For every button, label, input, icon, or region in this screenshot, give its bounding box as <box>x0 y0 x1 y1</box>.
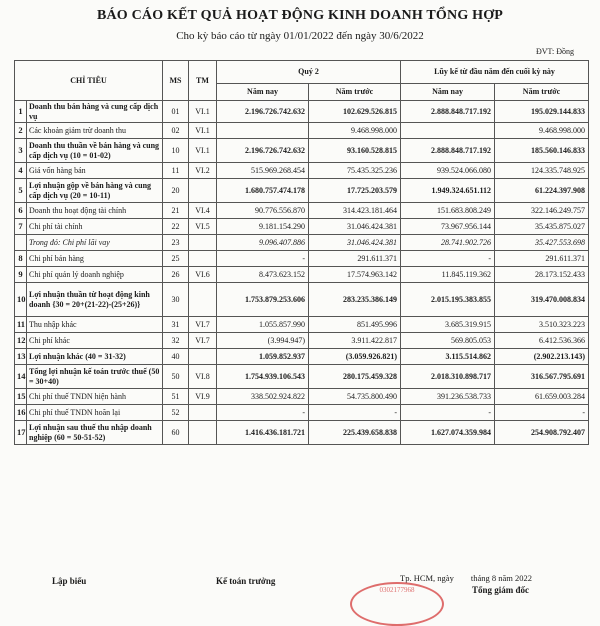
table-row <box>15 349 589 365</box>
row-ms-code: 32 <box>163 333 189 349</box>
row-ytd-current: 2.888.848.717.192 <box>401 139 495 163</box>
row-note-ref: VI.1 <box>189 123 217 139</box>
prepared-by-label: Lập biểu <box>52 576 87 586</box>
row-ms-code: 25 <box>163 251 189 267</box>
row-ytd-previous: 35.435.875.027 <box>495 219 589 235</box>
row-quarter-current: 1.754.939.106.543 <box>217 365 309 389</box>
row-note-ref <box>189 283 217 317</box>
row-ytd-previous: 61.224.397.908 <box>495 179 589 203</box>
row-quarter-current: 9.096.407.886 <box>217 235 309 251</box>
row-quarter-previous: 9.468.998.000 <box>309 123 401 139</box>
row-ms-code: 01 <box>163 101 189 123</box>
row-ytd-previous: - <box>495 405 589 421</box>
row-quarter-previous: 54.735.800.490 <box>309 389 401 405</box>
row-ytd-current: 2.018.310.898.717 <box>401 365 495 389</box>
row-number: 15 <box>15 389 27 405</box>
row-quarter-current: 1.055.857.990 <box>217 317 309 333</box>
row-label: Thu nhập khác <box>27 317 163 333</box>
report-period: Cho kỳ báo cáo từ ngày 01/01/2022 đến ngày 30/6/2022 <box>176 30 424 42</box>
table-row <box>15 219 589 235</box>
row-ytd-previous: 6.412.536.366 <box>495 333 589 349</box>
row-quarter-previous: 280.175.459.328 <box>309 365 401 389</box>
row-quarter-previous: 93.160.528.815 <box>309 139 401 163</box>
row-label: Chi phí bán hàng <box>27 251 163 267</box>
row-ytd-current: 391.236.538.733 <box>401 389 495 405</box>
row-ytd-previous: 322.146.249.757 <box>495 203 589 219</box>
row-number: 13 <box>15 349 27 365</box>
row-number: 17 <box>15 421 27 445</box>
row-label: Chi phí khác <box>27 333 163 349</box>
row-number: 8 <box>15 251 27 267</box>
table-row <box>15 163 589 179</box>
row-quarter-current: 1.416.436.181.721 <box>217 421 309 445</box>
row-note-ref: VI.8 <box>189 365 217 389</box>
row-number: 11 <box>15 317 27 333</box>
row-quarter-current: 1.753.879.253.606 <box>217 283 309 317</box>
row-number: 5 <box>15 179 27 203</box>
row-quarter-previous: 17.574.963.142 <box>309 267 401 283</box>
row-quarter-previous: 314.423.181.464 <box>309 203 401 219</box>
row-quarter-previous: 17.725.203.579 <box>309 179 401 203</box>
currency-unit: ĐVT: Đồng <box>535 47 574 56</box>
income-statement-table <box>14 60 589 445</box>
row-quarter-current: (3.994.947) <box>217 333 309 349</box>
row-note-ref: VI.9 <box>189 389 217 405</box>
row-quarter-current: 338.502.924.822 <box>217 389 309 405</box>
row-quarter-current: 2.196.726.742.632 <box>217 101 309 123</box>
row-note-ref <box>189 421 217 445</box>
row-ytd-current: - <box>401 251 495 267</box>
row-quarter-previous: 102.629.526.815 <box>309 101 401 123</box>
row-ytd-previous: 254.908.792.407 <box>495 421 589 445</box>
row-ms-code: 23 <box>163 235 189 251</box>
table-row <box>15 317 589 333</box>
row-label: Lợi nhuận sau thuế thu nhập doanh nghiệp (60 = 50-51-52) <box>27 421 163 445</box>
row-ms-code: 40 <box>163 349 189 365</box>
header-year-to-date: Lũy kế từ đầu năm đến cuối kỳ này <box>401 61 589 84</box>
row-note-ref: VI.5 <box>189 219 217 235</box>
row-quarter-current: 2.196.726.742.632 <box>217 139 309 163</box>
row-label: Tổng lợi nhuận kế toán trước thuế (50 = 30+40) <box>27 365 163 389</box>
header-ytd-current-year: Năm nay <box>401 84 495 101</box>
header-ytd-previous-year: Năm trước <box>495 84 589 101</box>
row-ms-code: 31 <box>163 317 189 333</box>
row-ms-code: 60 <box>163 421 189 445</box>
table-row <box>15 365 589 389</box>
row-ytd-current: 11.845.119.362 <box>401 267 495 283</box>
row-quarter-current: 90.776.556.870 <box>217 203 309 219</box>
row-quarter-current <box>217 123 309 139</box>
row-number: 16 <box>15 405 27 421</box>
row-ms-code: 51 <box>163 389 189 405</box>
row-label: Chi phí quản lý doanh nghiệp <box>27 267 163 283</box>
row-ytd-previous: 319.470.008.834 <box>495 283 589 317</box>
row-ytd-previous: 3.510.323.223 <box>495 317 589 333</box>
row-ytd-current: 1.949.324.651.112 <box>401 179 495 203</box>
row-ytd-current: 569.805.053 <box>401 333 495 349</box>
row-number: 2 <box>15 123 27 139</box>
row-ytd-current: - <box>401 405 495 421</box>
table-row <box>15 179 589 203</box>
row-ytd-current: 1.627.074.359.984 <box>401 421 495 445</box>
row-quarter-previous: (3.059.926.821) <box>309 349 401 365</box>
header-chi-tieu: CHỈ TIÊU <box>15 61 163 101</box>
company-stamp: 0302177968 <box>350 582 444 626</box>
row-ytd-current <box>401 123 495 139</box>
row-quarter-previous: 225.439.658.838 <box>309 421 401 445</box>
table-row <box>15 333 589 349</box>
row-ytd-previous: 35.427.553.698 <box>495 235 589 251</box>
row-ytd-current: 3.115.514.862 <box>401 349 495 365</box>
row-note-ref: VI.1 <box>189 101 217 123</box>
header-quarter-2: Quý 2 <box>217 61 401 84</box>
header-q-previous-year: Năm trước <box>309 84 401 101</box>
row-label: Giá vốn hàng bán <box>27 163 163 179</box>
row-quarter-previous: 851.495.996 <box>309 317 401 333</box>
row-number: 10 <box>15 283 27 317</box>
row-ms-code: 20 <box>163 179 189 203</box>
row-label: Trong đó: Chi phí lãi vay <box>27 235 163 251</box>
row-quarter-previous: 291.611.371 <box>309 251 401 267</box>
row-ytd-current: 2.015.195.383.855 <box>401 283 495 317</box>
row-ytd-current: 28.741.902.726 <box>401 235 495 251</box>
row-ytd-current: 2.888.848.717.192 <box>401 101 495 123</box>
table-row <box>15 101 589 123</box>
table-row <box>15 405 589 421</box>
row-note-ref <box>189 251 217 267</box>
row-ytd-current: 939.524.066.080 <box>401 163 495 179</box>
table-row <box>15 203 589 219</box>
table-row <box>15 283 589 317</box>
row-ms-code: 22 <box>163 219 189 235</box>
row-note-ref <box>189 179 217 203</box>
row-label: Doanh thu bán hàng và cung cấp dịch vụ <box>27 101 163 123</box>
row-ytd-previous: 9.468.998.000 <box>495 123 589 139</box>
row-ms-code: 11 <box>163 163 189 179</box>
row-ytd-previous: 316.567.795.691 <box>495 365 589 389</box>
row-quarter-current: 515.969.268.454 <box>217 163 309 179</box>
row-number: 9 <box>15 267 27 283</box>
row-number: 6 <box>15 203 27 219</box>
header-tm: TM <box>189 61 217 101</box>
table-row <box>15 421 589 445</box>
row-label: Chi phí thuế TNDN hiện hành <box>27 389 163 405</box>
row-ms-code: 02 <box>163 123 189 139</box>
row-number: 4 <box>15 163 27 179</box>
row-quarter-current: 1.680.757.474.178 <box>217 179 309 203</box>
report-title: BÁO CÁO KẾT QUẢ HOẠT ĐỘNG KINH DOANH TỔNG HỢP <box>96 8 504 23</box>
header-q-current-year: Năm nay <box>217 84 309 101</box>
row-ms-code: 50 <box>163 365 189 389</box>
table-row <box>15 267 589 283</box>
row-number: 1 <box>15 101 27 123</box>
row-number: 12 <box>15 333 27 349</box>
row-ms-code: 21 <box>163 203 189 219</box>
row-note-ref <box>189 349 217 365</box>
row-ms-code: 10 <box>163 139 189 163</box>
row-quarter-previous: 3.911.422.817 <box>309 333 401 349</box>
row-ms-code: 30 <box>163 283 189 317</box>
row-label: Doanh thu thuần về bán hàng và cung cấp dịch vụ (10 = 01-02) <box>27 139 163 163</box>
row-number: 7 <box>15 219 27 235</box>
row-ms-code: 52 <box>163 405 189 421</box>
row-ytd-previous: 61.659.003.284 <box>495 389 589 405</box>
row-note-ref: VI.6 <box>189 267 217 283</box>
row-number: 3 <box>15 139 27 163</box>
row-ytd-previous: 28.173.152.433 <box>495 267 589 283</box>
row-note-ref: VI.7 <box>189 333 217 349</box>
row-ytd-previous: 185.560.146.833 <box>495 139 589 163</box>
row-ytd-previous: (2.902.213.143) <box>495 349 589 365</box>
row-number: 14 <box>15 365 27 389</box>
table-row <box>15 389 589 405</box>
row-note-ref: VI.2 <box>189 163 217 179</box>
row-label: Lợi nhuận khác (40 = 31-32) <box>27 349 163 365</box>
row-quarter-previous: 283.235.386.149 <box>309 283 401 317</box>
row-quarter-current: 9.181.154.290 <box>217 219 309 235</box>
row-note-ref: VI.4 <box>189 203 217 219</box>
chief-accountant-label: Kế toán trưởng <box>216 576 276 586</box>
row-quarter-previous: 75.435.325.236 <box>309 163 401 179</box>
row-quarter-previous: - <box>309 405 401 421</box>
row-ytd-previous: 195.029.144.833 <box>495 101 589 123</box>
row-quarter-previous: 31.046.424.381 <box>309 219 401 235</box>
table-row <box>15 251 589 267</box>
row-note-ref <box>189 235 217 251</box>
row-quarter-current: - <box>217 251 309 267</box>
row-quarter-previous: 31.046.424.381 <box>309 235 401 251</box>
row-note-ref: VI.7 <box>189 317 217 333</box>
table-row <box>15 123 589 139</box>
row-label: Chi phí tài chính <box>27 219 163 235</box>
row-label: Doanh thu hoạt động tài chính <box>27 203 163 219</box>
row-note-ref: VI.1 <box>189 139 217 163</box>
row-ytd-current: 3.685.319.915 <box>401 317 495 333</box>
row-ms-code: 26 <box>163 267 189 283</box>
row-ytd-current: 73.967.956.144 <box>401 219 495 235</box>
row-ytd-previous: 124.335.748.925 <box>495 163 589 179</box>
row-quarter-current: 8.473.623.152 <box>217 267 309 283</box>
report-date: Tp. HCM, ngày tháng 8 năm 2022 <box>400 573 532 583</box>
row-number <box>15 235 27 251</box>
row-label: Các khoản giảm trừ doanh thu <box>27 123 163 139</box>
table-row <box>15 139 589 163</box>
row-ytd-current: 151.683.808.249 <box>401 203 495 219</box>
row-note-ref <box>189 405 217 421</box>
row-quarter-current: - <box>217 405 309 421</box>
row-quarter-current: 1.059.852.937 <box>217 349 309 365</box>
director-label: Tổng giám đốc <box>472 585 530 595</box>
row-label: Lợi nhuận gộp về bán hàng và cung cấp dịch vụ (20 = 10-11) <box>27 179 163 203</box>
table-row <box>15 235 589 251</box>
row-label: Chi phí thuế TNDN hoãn lại <box>27 405 163 421</box>
header-ms: MS <box>163 61 189 101</box>
row-label: Lợi nhuận thuần từ hoạt động kinh doanh {30 = 20+(21-22)-(25+26)} <box>27 283 163 317</box>
row-ytd-previous: 291.611.371 <box>495 251 589 267</box>
